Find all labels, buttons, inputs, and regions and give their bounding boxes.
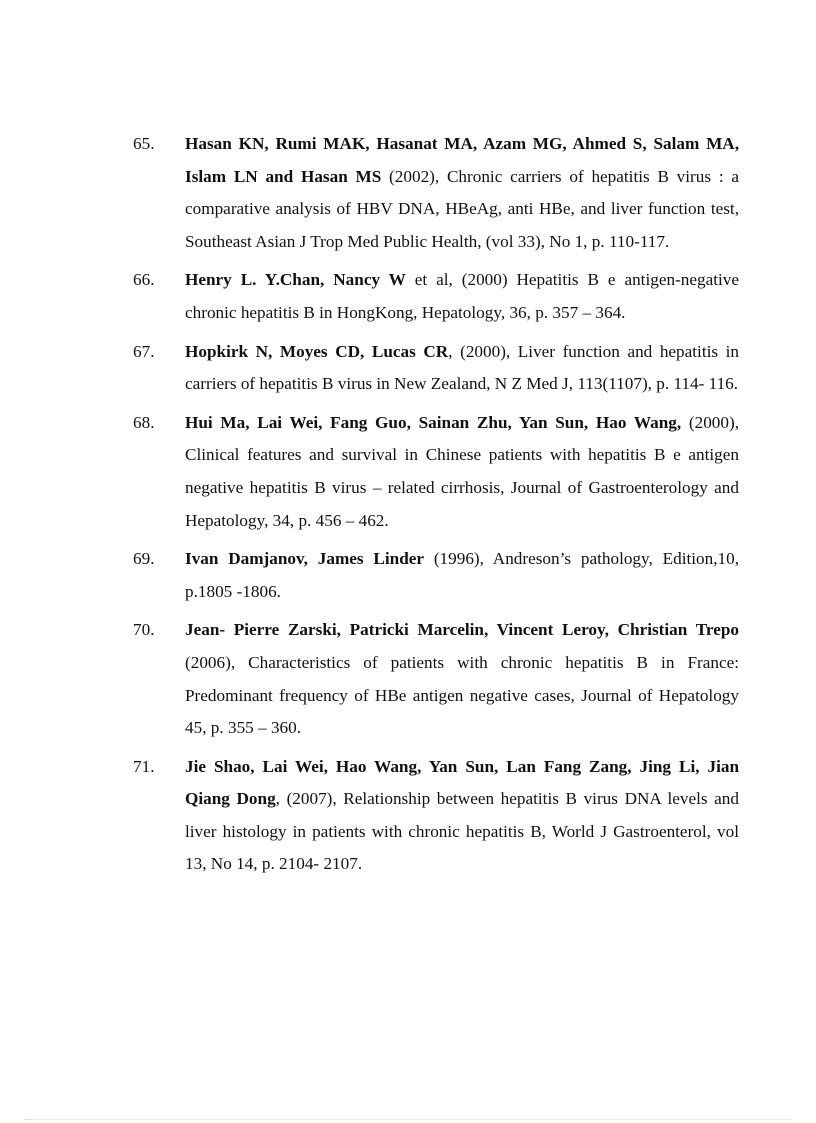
reference-authors: Jie Shao, Lai Wei, Hao Wang, Yan Sun, Lan Fang Zang, Jing Li, Jian Qiang Dong <box>185 756 739 809</box>
reference-number: 68. <box>133 412 155 432</box>
reference-number: 66. <box>133 270 155 290</box>
reference-item <box>133 264 739 329</box>
reference-item <box>133 407 739 537</box>
reference-details: et al, (2000) Hepatitis B e antigen-negative chronic hepatitis B in HongKong, Hepatology, 36, p. 357 – 364. <box>185 270 739 322</box>
reference-item <box>133 543 739 608</box>
reference-authors: Hasan KN, Rumi MAK, Hasanat MA, Azam MG, Ahmed S, Salam MA, Islam LN and Hasan MS <box>185 134 739 186</box>
reference-authors: Hui Ma, Lai Wei, Fang Guo, Sainan Zhu, Yan Sun, Hao Wang, <box>185 412 682 432</box>
reference-details: (2006), Characteristics of patients with chronic hepatitis B in France: Predominant frequency of HBe antigen negative cases, Journal of Hepatology 45, p. 355 – 360. <box>185 652 739 738</box>
reference-number: 69. <box>133 549 155 569</box>
reference-details: (2002), Chronic carriers of hepatitis B virus : a comparative analysis of HBV DNA, HBeAg, anti HBe, and liver function test, Southeast Asian J Trop Med Public Health, (vol 33), No 1, p. 110-117. <box>185 166 739 251</box>
page-bottom-divider <box>24 1119 792 1120</box>
reference-details: , (2000), Liver function and hepatitis in carriers of hepatitis B virus in New Zealand, N Z Med J, 113(1107), p. 114- 116. <box>185 341 740 394</box>
reference-details: (1996), Andreson’s pathology, Edition,10, p.1805 -1806. <box>185 549 739 601</box>
reference-details: , (2007), Relationship between hepatitis B virus DNA levels and liver histology in patients with chronic hepatitis B, World J Gastroenterol, vol 13, No 14, p. 2104- 2107. <box>185 789 739 874</box>
reference-item <box>133 751 739 881</box>
reference-authors: Jean- Pierre Zarski, Patricki Marcelin, Vincent Leroy, Christian Trepo <box>185 620 739 640</box>
reference-list <box>133 128 739 881</box>
reference-authors: Hopkirk N, Moyes CD, Lucas CR <box>185 341 449 361</box>
reference-item <box>133 336 739 401</box>
reference-item <box>133 614 739 744</box>
reference-item <box>133 128 739 258</box>
reference-number: 71. <box>133 756 155 776</box>
reference-number: 70. <box>133 620 155 640</box>
reference-number: 65. <box>133 134 155 153</box>
reference-number: 67. <box>133 341 155 361</box>
reference-authors: Henry L. Y.Chan, Nancy W <box>185 270 406 290</box>
reference-details: (2000), Clinical features and survival in Chinese patients with hepatitis B e antigen negative hepatitis B virus – related cirrhosis, Journal of Gastroenterology and Hepatology, 34, p. 456 – 462. <box>185 412 739 530</box>
reference-authors: Ivan Damjanov, James Linder <box>185 549 425 569</box>
